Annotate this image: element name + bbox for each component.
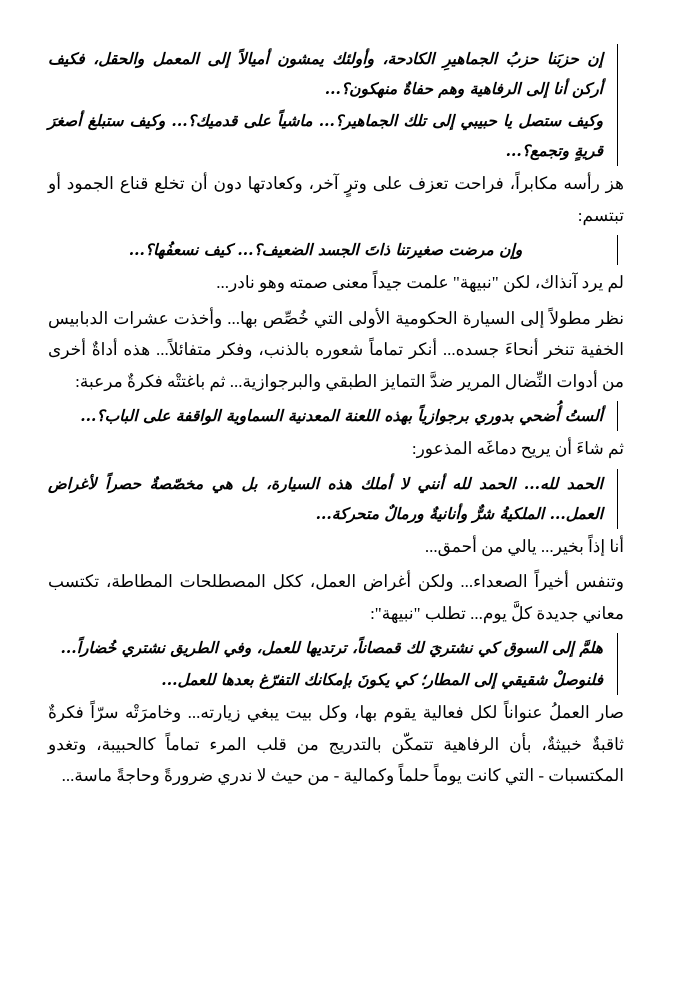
body-paragraph: نظر مطولاً إلى السيارة الحكومية الأولى التي خُصِّص بها... وأخذت عشرات الدبابيس الخفية تنخر أنحاءَ جسده... أنكر تماماً شعوره بالذنب، وفكر متفائلاً... هذه أداةٌ أخرى من أدوات النِّضال المرير ضدَّ التمايز الطبقي والبرجوازية... ثم باغتتْه فكرةٌ مرعبة:	[48, 308, 624, 391]
body-paragraph: وتنفس أخيراً الصعداء... ولكن أغراض العمل، ككل المصطلحات المطاطة، تكتسب معاني جديدة كلَّ يوم... تطلب "نبيهة":	[48, 572, 624, 623]
quote-paragraph: الحمد لله... الحمد لله أنني لا أملك هذه السيارة، بل هي مخصّصةٌ حصراً لأغراض العمل... الملكيةُ شرٌّ وأنانيةٌ ورمالٌ متحركة...	[48, 473, 603, 523]
body-paragraph: أنا إذاً بخير... يالي من أحمق...	[424, 536, 624, 556]
quote-block	[48, 401, 618, 431]
quote-paragraph: وكيف ستصل يا حبيبي إلى تلك الجماهير؟... ماشياً على قدميك؟... وكيف ستبلغ أصغرَ قريةٍ وتجمع؟...	[48, 111, 603, 160]
quote-block	[48, 235, 618, 265]
quote-paragraph: ألستُ أُضحي بدوري برجوازياً بهذه اللعنة المعدنية السماوية الواقفة على الباب؟...	[80, 406, 603, 425]
body-paragraph: هز رأسه مكابراً، فراحت تعزف على وترٍ آخر، وكعادتها دون أن تخلع قناع الجمود أو تبتسم:	[48, 174, 624, 225]
quote-block	[48, 44, 618, 166]
body-paragraph: صار العملُ عنواناً لكل فعالية يقوم بها، وكل بيت يبغي زيارته... وخامرَتْه سرّاً فكرةٌ ثاقبةٌ خبيثةٌ، بأن الرفاهية تتمكّن بالتدريج من قلب المرء تماماً كالحبيبة، وتغدو المكتسبات - التي كانت يوماً حلماً وكمالية - من حيث لا ندري ضرورةً وحاجةً ماسة...	[48, 703, 624, 785]
quote-block	[48, 633, 618, 695]
quote-paragraph: هلمَّ إلى السوق كي نشتريَ لك قمصاناً، ترتديها للعمل، وفي الطريق نشتري خُضاراً...	[60, 638, 603, 657]
body-paragraph: لم يرد آنذاك، لكن "نبيهة" علمت جيداً معنى صمته وهو نادر...	[216, 273, 624, 292]
quote-paragraph: إن حزبَنا حزبُ الجماهيرِ الكادحة، وأولئك يمشون أميالاً إلى المعمل والحقل، فكيف أركن أنا إلى الرفاهية وهم حفاةٌ منهكون؟...	[48, 49, 603, 98]
quote-block	[48, 469, 618, 529]
body-paragraph: ثم شاءَ أن يريح دماغَه المذعور:	[411, 439, 624, 458]
document-page	[48, 44, 624, 796]
quote-paragraph: فلنوصلْ شقيقي إلى المطار؛ كي يكونَ بإمكانك التفرّغ بعدها للعمل...	[161, 670, 603, 689]
quote-paragraph: وإن مرضت صغيرتنا ذاتَ الجسد الضعيف؟... كيف نسعفُها؟...	[128, 240, 523, 259]
